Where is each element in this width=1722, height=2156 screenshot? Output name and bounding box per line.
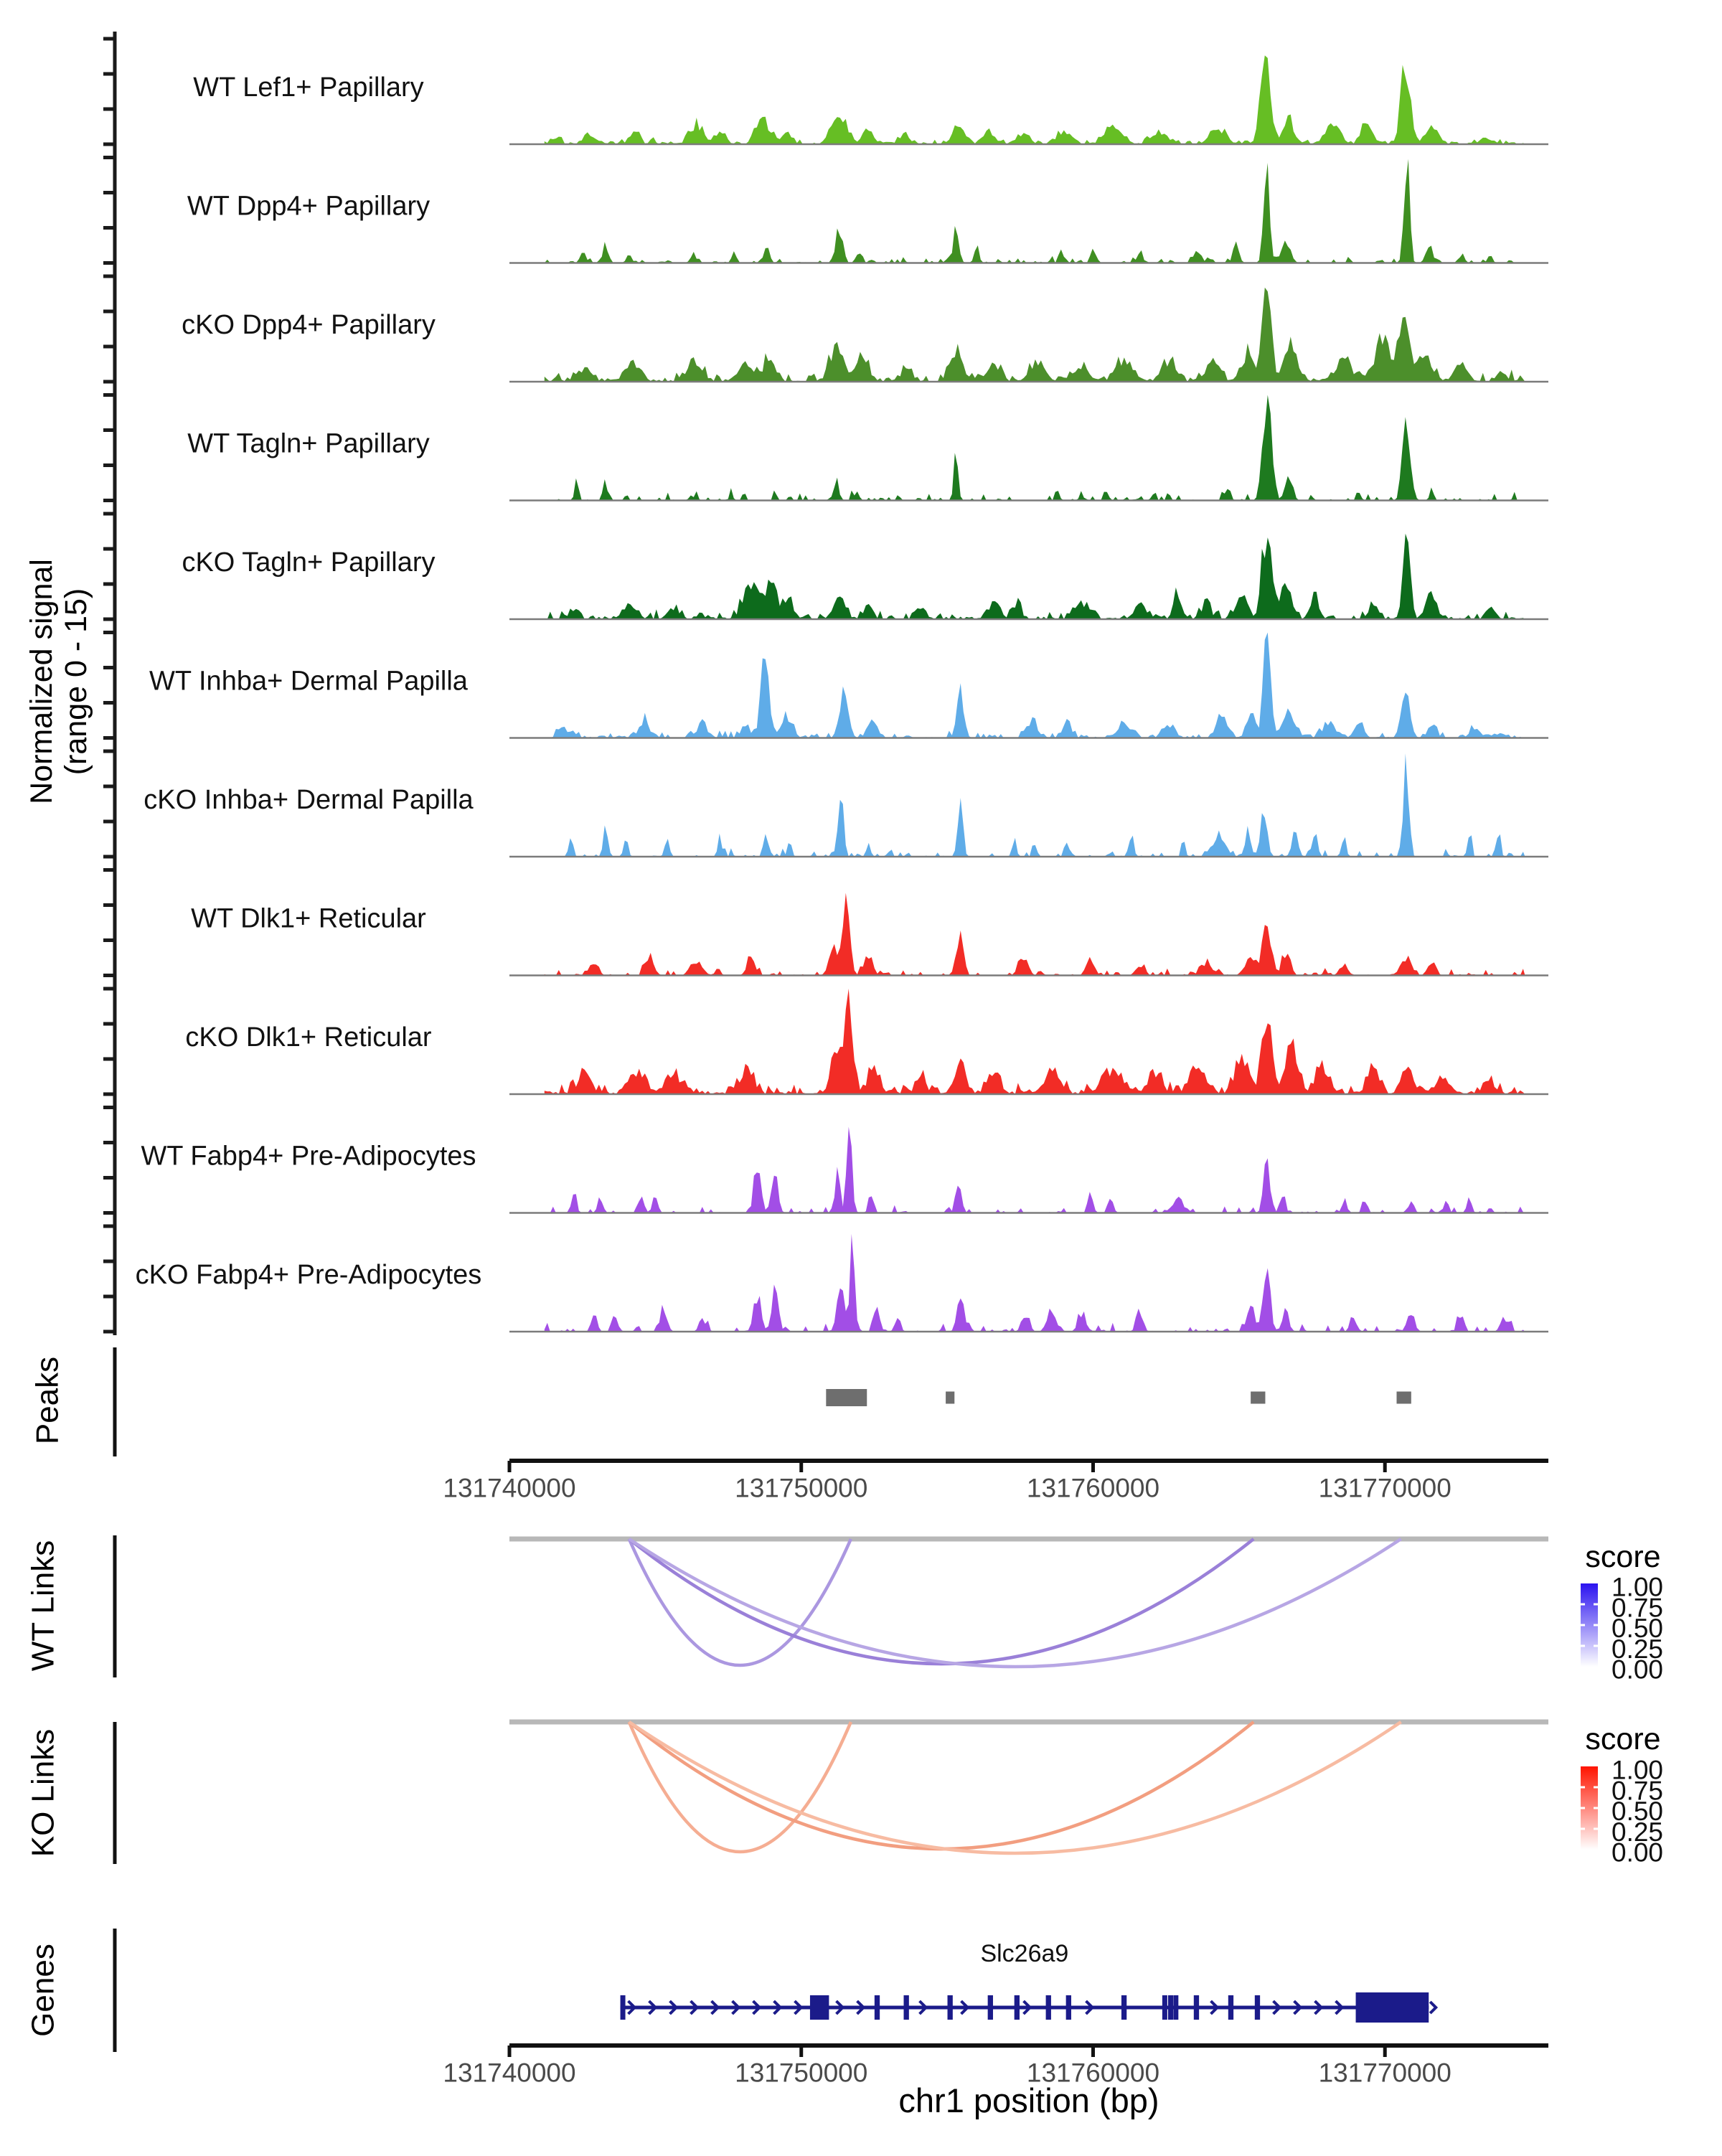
- legend-colorbar-tick: [1594, 1787, 1598, 1789]
- track-label: WT Fabp4+ Pre-Adipocytes: [141, 1141, 476, 1172]
- gene-exon: [875, 1995, 880, 2020]
- gene-exon: [948, 1995, 953, 2020]
- gene-exon: [988, 1995, 993, 2020]
- gene-cds-box: [1356, 1992, 1429, 2023]
- signal-area-8: [545, 893, 1525, 976]
- gene-exon: [1015, 1995, 1020, 2020]
- legend-colorbar-tick: [1594, 1604, 1598, 1606]
- link-arc: [629, 1722, 1253, 1849]
- gene-exon: [1162, 1995, 1167, 2020]
- peak-interval: [946, 1392, 954, 1404]
- signal-area-5: [545, 534, 1525, 619]
- legend-colorbar-tick: [1581, 1828, 1585, 1830]
- wt-links-panel: [115, 1535, 1548, 1677]
- x-axis-tick-label: 131770000: [1318, 1473, 1452, 1503]
- x-axis-tick-label: 131770000: [1318, 2058, 1452, 2088]
- signal-area-4: [545, 395, 1525, 501]
- link-arc: [629, 1539, 1253, 1664]
- gene-name-label: Slc26a9: [980, 1940, 1069, 1967]
- legend-tick-label: 1.00: [1612, 1572, 1664, 1602]
- track-label: WT Inhba+ Dermal Papilla: [149, 666, 468, 697]
- signal-axis-label-line2: (range 0 - 15): [59, 588, 93, 776]
- signal-area-7: [545, 753, 1525, 857]
- legend-colorbar-tick: [1594, 1828, 1598, 1830]
- track-label: cKO Inhba+ Dermal Papilla: [144, 785, 474, 815]
- link-arc: [629, 1722, 1401, 1853]
- legend-colorbar-tick: [1594, 1645, 1598, 1647]
- signal-area-6: [545, 633, 1525, 738]
- legend-colorbar-tick: [1581, 1604, 1585, 1606]
- peak-interval: [826, 1389, 867, 1406]
- legend-tick-label: 0.00: [1612, 1654, 1664, 1685]
- legend-tick-label: 0.50: [1612, 1614, 1664, 1643]
- gene-exon: [1255, 1995, 1260, 2020]
- track-label: WT Tagln+ Papillary: [187, 428, 430, 459]
- ko-score-legend: [1581, 1756, 1663, 1868]
- signal-area-1: [545, 55, 1525, 144]
- gene-exon: [904, 1995, 909, 2020]
- peak-interval: [1396, 1392, 1411, 1404]
- gene-exon: [810, 1995, 829, 2020]
- x-axis-tick-label: 131760000: [1026, 1473, 1160, 1503]
- peaks-panel-label: Peaks: [29, 1356, 65, 1445]
- wt-links-panel-label: WT Links: [25, 1540, 61, 1672]
- gene-exon: [1168, 1995, 1173, 2020]
- legend-tick-label: 0.25: [1612, 1634, 1664, 1664]
- genes-panel: [115, 1929, 1436, 2052]
- legend-tick-label: 0.75: [1612, 1776, 1664, 1806]
- ko-legend-title: score: [1585, 1722, 1661, 1756]
- gene-exon: [621, 1995, 626, 2020]
- peak-interval: [1251, 1392, 1265, 1404]
- signal-area-2: [545, 159, 1525, 263]
- gene-exon: [1046, 1995, 1051, 2020]
- signal-axis-label-line1: Normalized signal: [24, 559, 59, 804]
- track-label: WT Lef1+ Papillary: [193, 72, 424, 103]
- track-label: WT Dpp4+ Papillary: [187, 191, 430, 222]
- track-labels: [136, 72, 482, 1290]
- gene-end-arrow: [1430, 2002, 1436, 2013]
- peaks-panel: [115, 1347, 1411, 1456]
- legend-tick-label: 0.50: [1612, 1797, 1664, 1826]
- gene-exon: [1066, 1995, 1071, 2020]
- x-axis-tick-label: 131750000: [735, 1473, 868, 1503]
- signal-area-3: [545, 288, 1525, 382]
- gene-exon: [1194, 1995, 1199, 2020]
- link-arc: [629, 1539, 1401, 1667]
- ko-links-panel: [115, 1722, 1548, 1864]
- track-label: cKO Tagln+ Papillary: [182, 547, 436, 578]
- legend-colorbar-tick: [1581, 1807, 1585, 1809]
- legend-tick-label: 0.75: [1612, 1593, 1664, 1623]
- signal-area-9: [545, 989, 1525, 1094]
- legend-colorbar-tick: [1581, 1624, 1585, 1627]
- signal-area-10: [545, 1127, 1525, 1213]
- gene-exon: [1173, 1995, 1178, 2020]
- x-axis-tick-label: 131740000: [443, 1473, 576, 1503]
- genes-panel-label: Genes: [25, 1944, 61, 2037]
- wt-score-legend: [1581, 1573, 1663, 1685]
- x-axis-tick-label: 131760000: [1026, 2058, 1160, 2088]
- gene-exon: [1121, 1995, 1126, 2020]
- legend-tick-label: 1.00: [1612, 1755, 1664, 1785]
- track-label: cKO Dpp4+ Papillary: [182, 310, 436, 340]
- legend-tick-label: 0.00: [1612, 1837, 1664, 1868]
- gene-exon: [1228, 1995, 1233, 2020]
- signal-tracks-panel: [509, 55, 1548, 1332]
- x-axis-top: [443, 1461, 1548, 1503]
- legend-tick-label: 0.25: [1612, 1817, 1664, 1847]
- wt-legend-title: score: [1585, 1540, 1661, 1574]
- legend-colorbar-tick: [1581, 1787, 1585, 1789]
- legend-colorbar-tick: [1594, 1624, 1598, 1627]
- legend-colorbar-tick: [1594, 1807, 1598, 1809]
- track-label: cKO Dlk1+ Reticular: [185, 1022, 432, 1053]
- signal-y-axis: [103, 32, 115, 1335]
- ko-links-panel-label: KO Links: [25, 1728, 61, 1858]
- x-axis-tick-label: 131740000: [443, 2058, 576, 2088]
- track-label: cKO Fabp4+ Pre-Adipocytes: [135, 1260, 482, 1290]
- x-axis-tick-label: 131750000: [735, 2058, 868, 2088]
- track-label: WT Dlk1+ Reticular: [191, 903, 426, 934]
- x-axis-title: chr1 position (bp): [898, 2081, 1159, 2119]
- signal-area-11: [545, 1234, 1525, 1332]
- legend-colorbar-tick: [1581, 1645, 1585, 1647]
